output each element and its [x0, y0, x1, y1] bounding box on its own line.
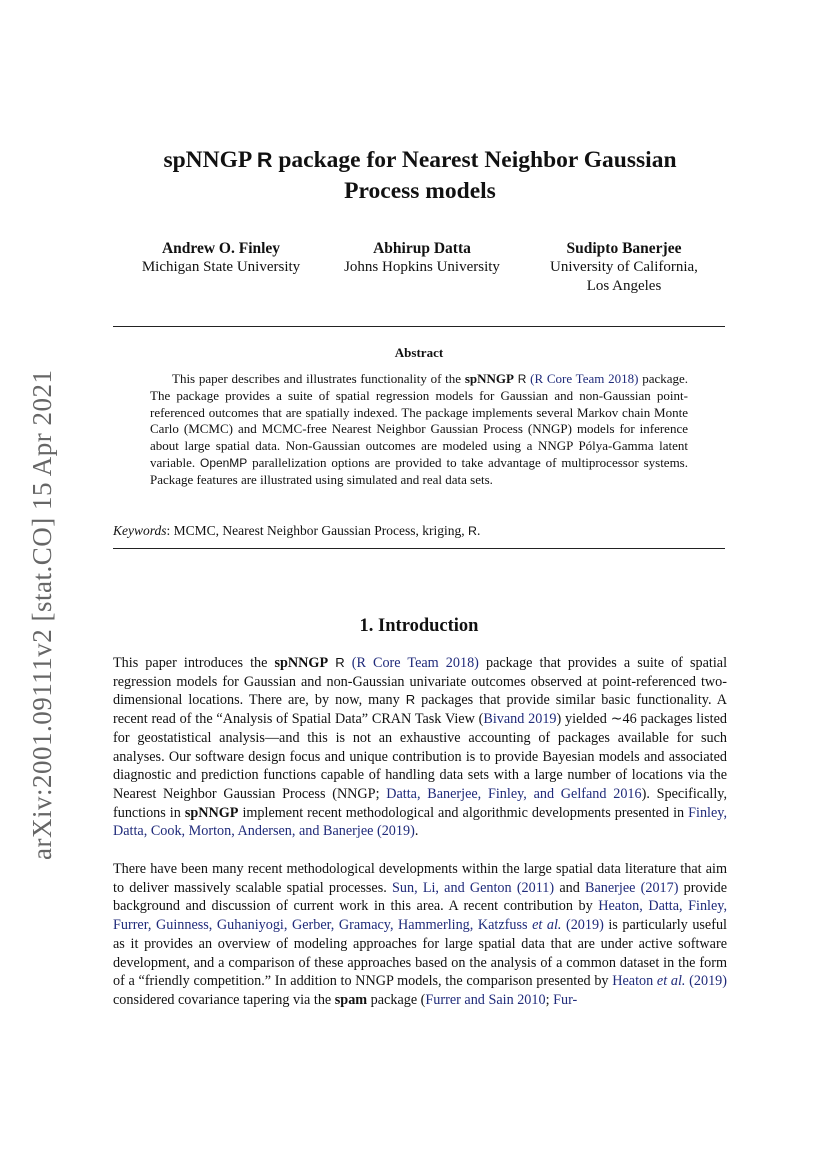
abstract-text: parallelization options are provided to take advantage of multiprocessor systems. Package features are illustrated using simulated and real data sets.	[150, 454, 688, 487]
citation-etal: et al.	[656, 973, 686, 990]
author-name: Abhirup Datta	[373, 240, 471, 257]
body-text: ) yielded ∼46 packages listed for geostatistical analysis—and this is not an exhaustive accounting of packages available for such analyses. Our software design focus and unique contribution is to provide Bayesian models and associated diagnostic and prediction functions capable of handling data sets with a large number of locations via the Nearest Neighbor Gaussian Process (NNGP;	[113, 711, 728, 802]
body-text: is particularly useful as it provides an overview of modeling approaches for large spatial data that are under active software development, and a comparison of these approaches based on the analysis of a common dataset in the form of a “friendly competition.” In addition to NNGP models, the comparison presented by	[113, 917, 727, 990]
citation-link[interactable]: Datta, Banerjee, Finley, and Gelfand 2016	[386, 785, 642, 802]
citation-link[interactable]: Bivand 2019	[483, 711, 557, 728]
citation-text: Heaton, Datta, Finley, Furrer, Guinness, Guhaniyogi, Gerber, Gramacy, Hammerling, Katzfuss	[113, 898, 728, 934]
bottom-rule	[113, 548, 725, 549]
author-affiliation: Michigan State University	[141, 259, 301, 275]
package-name: spNNGP	[464, 371, 514, 386]
citation-link[interactable]: Furrer and Sain 2010	[425, 991, 546, 1008]
package-name: spNNGP	[184, 804, 239, 821]
body-text: This paper introduces the	[113, 655, 275, 671]
r-language: R	[467, 524, 477, 538]
keywords-label: Keywords	[113, 523, 167, 538]
abstract-text: This paper describes and illustrates functionality of the	[172, 371, 465, 386]
author-name: Andrew O. Finley	[161, 240, 281, 257]
body-text: considered covariance tapering via the	[113, 991, 335, 1008]
title-line2: Process models	[344, 178, 496, 204]
paragraph-1	[113, 654, 727, 841]
body-text: package that provides a suite of spatial regression models for Gaussian and non-Gaussian univariate outcomes observed at point-referenced two-dimensional locations. There are, by now, many	[113, 655, 728, 709]
body-text: .	[414, 823, 419, 840]
r-language: R	[517, 372, 527, 386]
author-2	[322, 239, 522, 277]
abstract-heading: Abstract	[394, 345, 444, 360]
body-text: provide background and discussion of current work in this area. A recent contribution by	[113, 879, 727, 915]
top-rule	[113, 326, 725, 327]
author-affiliation: University of California,	[550, 259, 698, 275]
package-name: spNNGP	[274, 655, 329, 671]
abstract-body	[150, 371, 688, 489]
body-text: ). Specifically, functions in	[113, 785, 728, 821]
citation-link[interactable]: Banerjee (2017)	[585, 879, 679, 896]
citation-etal: et al.	[532, 917, 562, 934]
title-part2: package for Nearest Neighbor Gaussian	[272, 147, 677, 173]
body-text: There have been many recent methodological developments within the large spatial data literature that aim to deliver massively scalable spatial processes.	[113, 861, 727, 896]
body-text: ;	[545, 991, 554, 1008]
arxiv-identifier: arXiv:2001.09111v2 [stat.CO] 15 Apr 2021	[27, 369, 57, 860]
openmp-label: OpenMP	[200, 455, 248, 470]
author-affiliation: Johns Hopkins University	[344, 259, 500, 275]
citation-link[interactable]: (R Core Team 2018)	[530, 371, 639, 386]
keywords	[113, 523, 725, 539]
abstract-text: package. The package provides a suite of spatial regression models for Gaussian and non-Gaussian point-referenced outcomes that are spatially indexed. The package implements several Markov chain Monte Carlo (MCMC) and MCMC-free Nearest Neighbor Gaussian Process (NNGP) models for inference about large spatial data. Non-Gaussian outcomes are modeled using a NNGP Pólya-Gamma latent variable.	[150, 371, 689, 470]
paragraph-2	[113, 860, 727, 1010]
body-text: and	[554, 879, 586, 896]
body-text: implement recent methodological and algorithmic developments presented in	[238, 804, 689, 821]
paper-title	[100, 144, 740, 207]
body-text: package (	[367, 991, 426, 1008]
keywords-end: .	[476, 523, 481, 538]
keywords-text: : MCMC, Nearest Neighbor Gaussian Process, kriging,	[166, 523, 468, 538]
citation-link[interactable]: (R Core Team 2018)	[351, 655, 479, 671]
author-name: Sudipto Banerjee	[566, 240, 682, 257]
title-part1: spNNGP	[163, 147, 257, 173]
citation-link[interactable]	[612, 973, 727, 989]
author-3	[526, 239, 722, 296]
author-1	[123, 239, 319, 277]
title-r: R	[256, 147, 273, 172]
citation-link[interactable]: Fur-	[553, 991, 578, 1008]
citation-year: (2019)	[685, 973, 727, 990]
citation-link[interactable]: Finley, Datta, Cook, Morton, Andersen, and Banerjee (2019)	[113, 804, 727, 840]
package-name: spam	[334, 991, 368, 1008]
author-affiliation-line2: Los Angeles	[586, 278, 662, 294]
r-language: R	[335, 655, 345, 670]
body-text: packages that provide similar basic functionality. A recent read of the “Analysis of Spatial Data” CRAN Task View (	[113, 692, 727, 728]
citation-link[interactable]: Sun, Li, and Genton (2011)	[392, 879, 555, 896]
section-heading: 1. Introduction	[359, 616, 479, 636]
citation-year: (2019)	[561, 917, 604, 934]
citation-text: Heaton	[612, 973, 657, 990]
r-language: R	[405, 692, 416, 708]
